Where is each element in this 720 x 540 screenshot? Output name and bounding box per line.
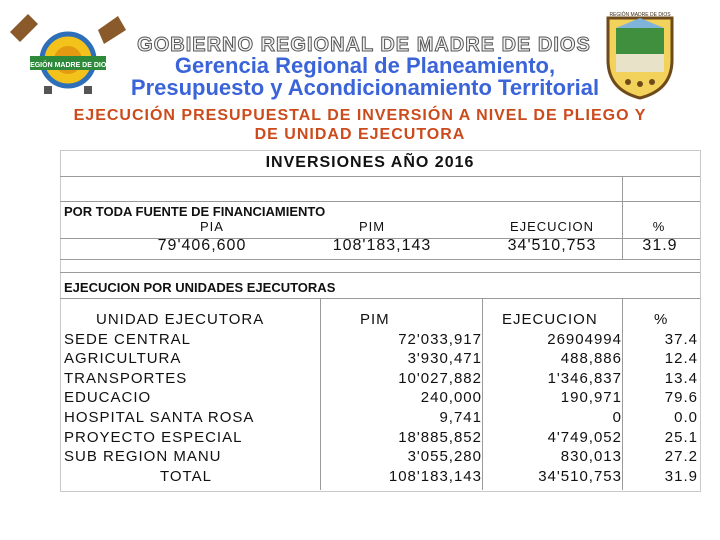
- header-pct: %: [652, 219, 666, 234]
- units-section-label: EJECUCION POR UNIDADES EJECUTORAS: [64, 280, 336, 295]
- regional-logo-left: [8, 10, 128, 98]
- column-unit: [64, 310, 314, 486]
- hand-icon: [10, 14, 38, 42]
- value-pct: 31.9: [642, 237, 678, 254]
- cell-pct: 12.4: [664, 350, 698, 368]
- total-ejecucion: 34'510,753: [538, 467, 622, 485]
- units-table: [60, 310, 700, 490]
- table-row: PROYECTO ESPECIAL: [64, 428, 243, 446]
- svg-text:REGIÓN MADRE DE DIOS: REGIÓN MADRE DE DIOS: [609, 12, 671, 18]
- header-unit-ejecucion: EJECUCION: [502, 311, 598, 328]
- cell-ejecucion: 26904994: [547, 330, 622, 348]
- cell-pim: 240,000: [420, 389, 482, 407]
- cell-pct: 25.1: [664, 428, 698, 446]
- summary-section-label: POR TODA FUENTE DE FINANCIAMIENTO: [64, 204, 326, 219]
- cell-pct: 79.6: [664, 389, 698, 407]
- value-pim: 108'183,143: [332, 237, 432, 254]
- header-unit: UNIDAD EJECUTORA: [96, 311, 265, 328]
- cell-pim: 72'033,917: [398, 330, 482, 348]
- value-pia: 79'406,600: [157, 237, 247, 254]
- office-name: Gerencia Regional de Planeamiento, Presupuesto y Acondicionamiento Territorial: [130, 53, 600, 100]
- organization-name: GOBIERNO REGIONAL DE MADRE DE DIOS: [137, 34, 591, 56]
- cell-pct: 0.0: [674, 408, 698, 426]
- column-pct: [640, 310, 698, 486]
- summary-table: [62, 219, 698, 259]
- table-row: TRANSPORTES: [64, 369, 188, 387]
- cell-pim: 3'055,280: [407, 448, 482, 466]
- total-pct: 31.9: [664, 467, 698, 485]
- column-ejecucion: [490, 310, 622, 486]
- cell-ejecucion: 488,886: [560, 350, 622, 368]
- cell-ejecucion: 4'749,052: [547, 428, 622, 446]
- cell-ejecucion: 1'346,837: [547, 369, 622, 387]
- table-row: SUB REGION MANU: [64, 448, 222, 466]
- cell-pct: 27.2: [664, 448, 698, 466]
- cell-ejecucion: 190,971: [560, 389, 622, 407]
- value-ejecucion: 34'510,753: [507, 237, 597, 254]
- regional-seal-right: [600, 8, 680, 100]
- header-pim: PIM: [358, 219, 386, 234]
- table-row: AGRICULTURA: [64, 350, 182, 368]
- table-row: HOSPITAL SANTA ROSA: [64, 408, 255, 426]
- column-pim: [340, 310, 482, 486]
- cell-pim: 10'027,882: [398, 369, 482, 387]
- total-pim: 108'183,143: [388, 467, 482, 485]
- table-row: EDUCACIO: [64, 389, 152, 407]
- cell-ejecucion: 0: [612, 408, 622, 426]
- header-unit-pct: %: [654, 311, 669, 328]
- cell-pim: 9,741: [439, 408, 482, 426]
- cell-pct: 13.4: [664, 369, 698, 387]
- cell-pim: 18'885,852: [398, 428, 482, 446]
- header-pia: PIA: [200, 219, 224, 234]
- year-label: INVERSIONES AÑO 2016: [265, 154, 475, 171]
- cell-pct: 37.4: [664, 330, 698, 348]
- svg-text:REGIÓN MADRE DE DIOS: REGIÓN MADRE DE DIOS: [25, 62, 111, 69]
- total-label: TOTAL: [160, 467, 212, 485]
- cell-ejecucion: 830,013: [560, 448, 622, 466]
- table-row: SEDE CENTRAL: [64, 330, 192, 348]
- cell-pim: 3'930,471: [407, 350, 482, 368]
- header-ejecucion: EJECUCION: [509, 219, 595, 234]
- report-title: EJECUCIÓN PRESUPUESTAL DE INVERSIÓN A NIVEL DE PLIEGO Y DE UNIDAD EJECUTORA: [73, 107, 647, 143]
- header-unit-pim: PIM: [360, 311, 390, 328]
